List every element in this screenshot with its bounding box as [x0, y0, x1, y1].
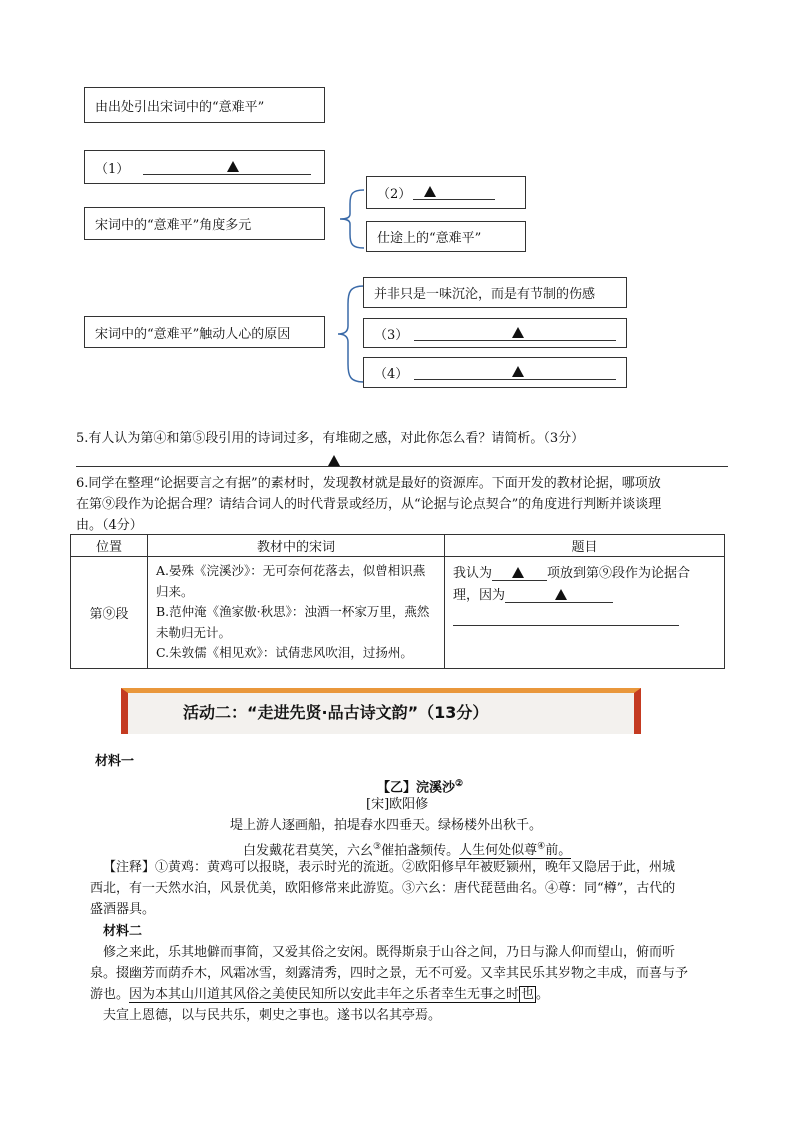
table-header-question: 题目 — [445, 535, 725, 557]
boxed-character: 也 — [521, 987, 535, 1002]
question-6-line1: 6.同学在整理“论据要言之有据”的素材时，发现教材就是最好的资源库。下面开发的教材论据，哪项放 — [76, 476, 661, 491]
option-c: C.朱敦儒《相见欢》：试倩悲风吹泪，过扬州。 — [156, 645, 413, 660]
mindmap-item1-box — [84, 150, 325, 184]
answer-blank[interactable] — [505, 588, 613, 603]
mindmap-root-text: 由出处引出宋词中的“意难平” — [95, 99, 265, 115]
mindmap-item3-label: （3） — [374, 327, 409, 343]
answer-blank[interactable] — [492, 566, 547, 581]
option-b: B.范仲淹《渔家傲·秋思》：浊酒一杯家万里，燕然未勒归无计。 — [156, 604, 430, 640]
triangle-marker-icon — [512, 567, 524, 578]
mindmap-root-box — [84, 87, 325, 123]
mindmap-item2-label: （2） — [377, 187, 412, 202]
poem-author: [宋]欧阳修 — [366, 797, 429, 812]
triangle-marker-icon — [512, 366, 524, 377]
mindmap-career-text: 仕途上的“意难平” — [377, 231, 482, 246]
material2-p1-line3-end: 。 — [536, 987, 550, 1002]
question-6-line3: 由。（4分） — [76, 518, 143, 533]
mindmap-item1-label: （1） — [95, 161, 130, 177]
triangle-marker-icon — [328, 455, 340, 466]
material2-p1-line3-a: 游也。 — [90, 987, 130, 1002]
poem-line2-d: 前。 — [545, 843, 572, 859]
note-line2: 西北，有一天然水泊，风景优美，欧阳修常来此游览。③六幺：唐代琵琶曲名。④尊：同“樽”，古代的 — [90, 881, 676, 896]
material2-p1-line2: 泉。掇幽芳而荫乔木，风霜冰雪，刻露清秀，四时之景，无不可爱。又幸其民乐其岁物之丰成，而喜与予 — [90, 966, 689, 981]
note-line3: 盛酒器具。 — [90, 902, 156, 917]
material2-label: 材料二 — [103, 924, 143, 939]
table-cell-answer — [445, 557, 725, 669]
triangle-marker-icon — [424, 186, 436, 197]
note-line1: 【注释】①黄鸡：黄鸡可以报晓，表示时光的流逝。②欧阳修早年被贬颍州，晚年又隐居于此，州城 — [103, 860, 676, 875]
material1-label: 材料一 — [95, 754, 135, 769]
mindmap-branch2-box — [84, 316, 325, 348]
underlined-phrase — [459, 843, 571, 859]
activity-banner — [121, 688, 641, 734]
option-a: A.晏殊《浣溪沙》：无可奈何花落去，似曾相识燕归来。 — [156, 563, 426, 599]
mindmap-item4-box — [363, 357, 627, 388]
poem-line2-c: 人生何处似尊 — [459, 843, 538, 859]
mindmap-item4-label: （4） — [374, 367, 409, 382]
material2-p1-line3 — [90, 985, 549, 1005]
table-header-position: 位置 — [71, 535, 148, 557]
answer-line[interactable] — [453, 625, 679, 626]
brace-icon — [328, 282, 368, 386]
mindmap-reason1-text: 并非只是一味沉沦，而是有节制的伤感 — [374, 287, 596, 302]
poem-line1: 堤上游人逐画船，拍堤春水四垂天。绿杨楼外出秋千。 — [230, 818, 543, 833]
mindmap-branch1-box — [84, 207, 325, 240]
mindmap-item2-box — [366, 176, 526, 209]
underlined-sentence: 因为本其山川道其风俗之美使民知所以安此丰年之乐者幸生无事之时 — [129, 987, 520, 1002]
triangle-marker-icon — [227, 161, 239, 172]
table-cell-options — [148, 557, 445, 669]
poem-line2-note3: ③ — [373, 842, 382, 852]
mindmap-reason1-box — [363, 277, 627, 308]
question-6-line2: 在第⑨段作为论据合理？请结合词人的时代背景或经历，从“论据与论点契合”的角度进行判断并谈谈理 — [76, 497, 662, 512]
answer-line[interactable] — [76, 466, 728, 467]
poem-line2-note4: ④ — [537, 842, 546, 852]
mindmap-branch1-text: 宋词中的“意难平”角度多元 — [95, 218, 252, 233]
table-header-poem: 教材中的宋词 — [148, 535, 445, 557]
material2-p1-line1: 修之来此，乐其地僻而事简，又爱其俗之安闲。既得斯泉于山谷之间，乃日与滁人仰而望山，俯而听 — [103, 945, 676, 960]
answer-mid: 项放到第⑨段作为论据合理，因为 — [453, 566, 691, 603]
triangle-marker-icon — [512, 327, 524, 338]
question-5: 5.有人认为第④和第⑤段引用的诗词过多，有堆砌之感，对此你怎么看？请简析。（3分） — [76, 431, 585, 446]
mindmap-career-box — [366, 221, 526, 252]
answer-blank[interactable] — [143, 160, 311, 175]
banner-title: 活动二：“走进先贤·品古诗文韵”（13分） — [183, 703, 489, 722]
poem-title: 【乙】浣溪沙 — [376, 780, 455, 796]
mindmap-item3-box — [363, 318, 627, 348]
evidence-table — [70, 534, 725, 669]
mindmap-branch2-text: 宋词中的“意难平”触动人心的原因 — [95, 326, 291, 342]
answer-blank[interactable] — [414, 365, 616, 380]
brace-icon — [328, 186, 368, 252]
answer-prefix: 我认为 — [453, 566, 493, 581]
triangle-marker-icon — [555, 589, 567, 600]
material2-p2: 夫宣上恩德，以与民共乐，刺史之事也。遂书以名其亭焉。 — [103, 1008, 442, 1023]
answer-blank[interactable] — [414, 326, 616, 341]
poem-title-note: ② — [454, 779, 464, 789]
poem-line2-b: 催拍盏频传。 — [381, 843, 460, 859]
table-cell-position: 第⑨段 — [71, 557, 148, 669]
poem-line2-a: 白发戴花君莫笑，六幺 — [243, 843, 374, 859]
answer-blank[interactable] — [413, 185, 495, 200]
